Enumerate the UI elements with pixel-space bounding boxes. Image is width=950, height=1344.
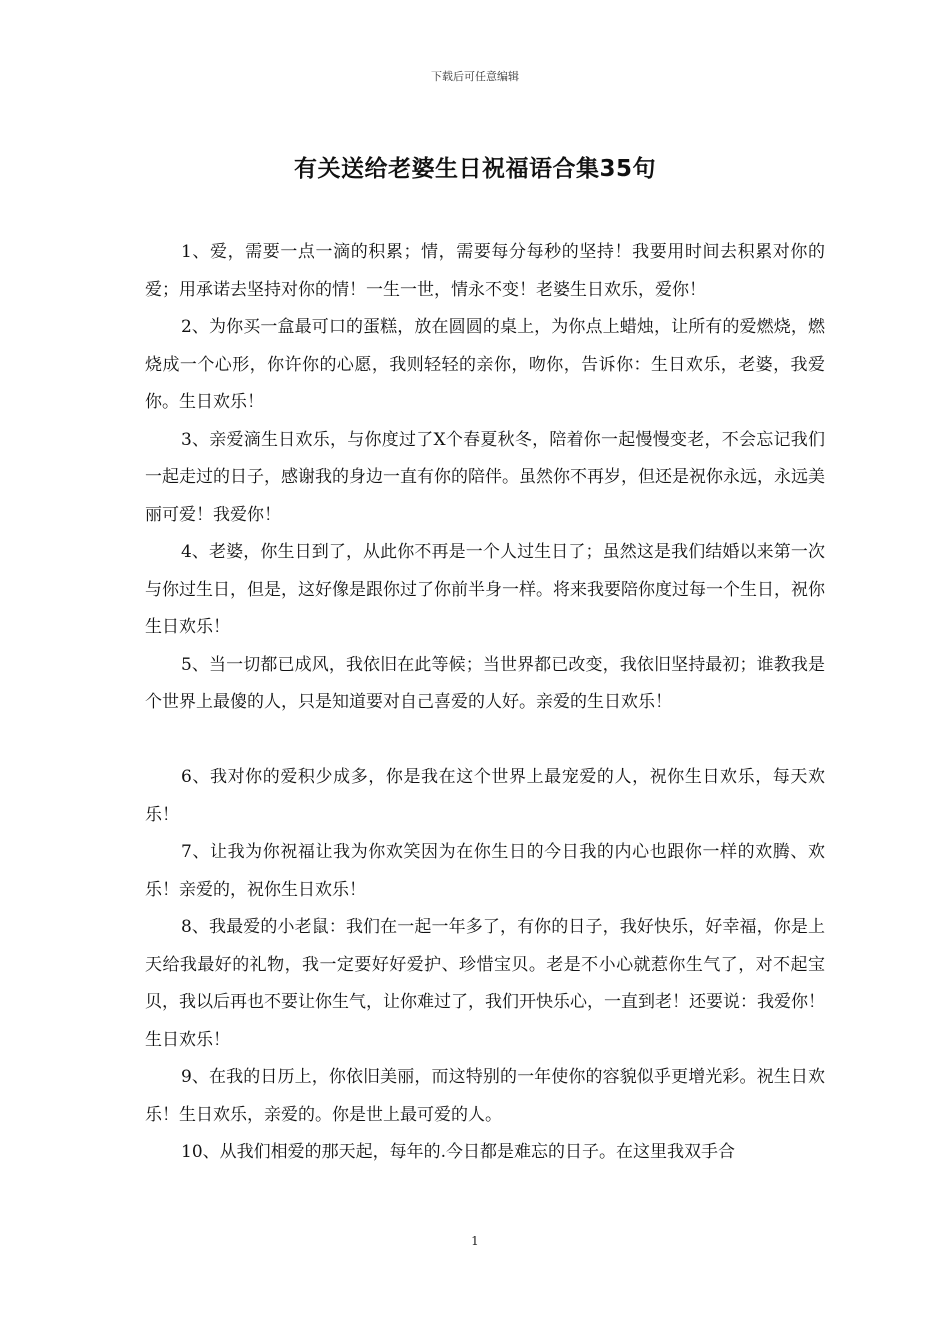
paragraph-2: 2、为你买一盒最可口的蛋糕，放在圆圆的桌上，为你点上蜡烛，让所有的爱燃烧，燃烧成一个心形，你许你的心愿，我则轻轻的亲你，吻你，告诉你：生日欢乐，老婆，我爱你。生日欢乐！ (145, 317, 825, 412)
paragraph-1: 1、爱，需要一点一滴的积累；情，需要每分每秒的坚持！我要用时间去积累对你的爱；用承诺去坚持对你的情！一生一世，情永不变！老婆生日欢乐，爱你！ (145, 242, 825, 300)
paragraph-6: 6、我对你的爱积少成多，你是我在这个世界上最宠爱的人，祝你生日欢乐，每天欢乐！ (145, 767, 825, 825)
paragraph-gap (145, 722, 825, 760)
header-note: 下载后可任意编辑 (431, 70, 519, 83)
paragraph-9: 9、在我的日历上，你依旧美丽，而这特别的一年使你的容貌似乎更增光彩。祝生日欢乐！生日欢乐，亲爱的。你是世上最可爱的人。 (145, 1067, 825, 1125)
paragraph-10: 10、从我们相爱的那天起，每年的.今日都是难忘的日子。在这里我双手合 (181, 1142, 736, 1162)
paragraph-4: 4、老婆，你生日到了，从此你不再是一个人过生日了；虽然这是我们结婚以来第一次与你过生日，但是，这好像是跟你过了你前半身一样。将来我要陪你度过每一个生日，祝你生日欢乐！ (145, 542, 825, 637)
paragraph-3: 3、亲爱滴生日欢乐，与你度过了X个春夏秋冬，陪着你一起慢慢变老，不会忘记我们一起走过的日子，感谢我的身边一直有你的陪伴。虽然你不再岁，但还是祝你永远，永远美丽可爱！我爱你！ (145, 429, 825, 525)
paragraph-8: 8、我最爱的小老鼠：我们在一起一年多了，有你的日子，我好快乐，好幸福，你是上天给我最好的礼物，我一定要好好爱护、珍惜宝贝。老是不小心就惹你生气了，对不起宝贝，我以后再也不要让你生气，让你难过了，我们开快乐心，一直到老！还要说：我爱你！生日欢乐！ (145, 917, 825, 1050)
document-body (145, 234, 825, 1172)
paragraph-5: 5、当一切都已成风，我依旧在此等候；当世界都已改变，我依旧坚持最初；谁教我是个世界上最傻的人，只是知道要对自己喜爱的人好。亲爱的生日欢乐！ (145, 654, 825, 712)
document-title: 有关送给老婆生日祝福语合集35句 (293, 156, 656, 182)
paragraph-7: 7、让我为你祝福让我为你欢笑因为在你生日的今日我的内心也跟你一样的欢腾、欢乐！亲爱的，祝你生日欢乐！ (145, 842, 825, 900)
page-number: 1 (471, 1234, 479, 1248)
